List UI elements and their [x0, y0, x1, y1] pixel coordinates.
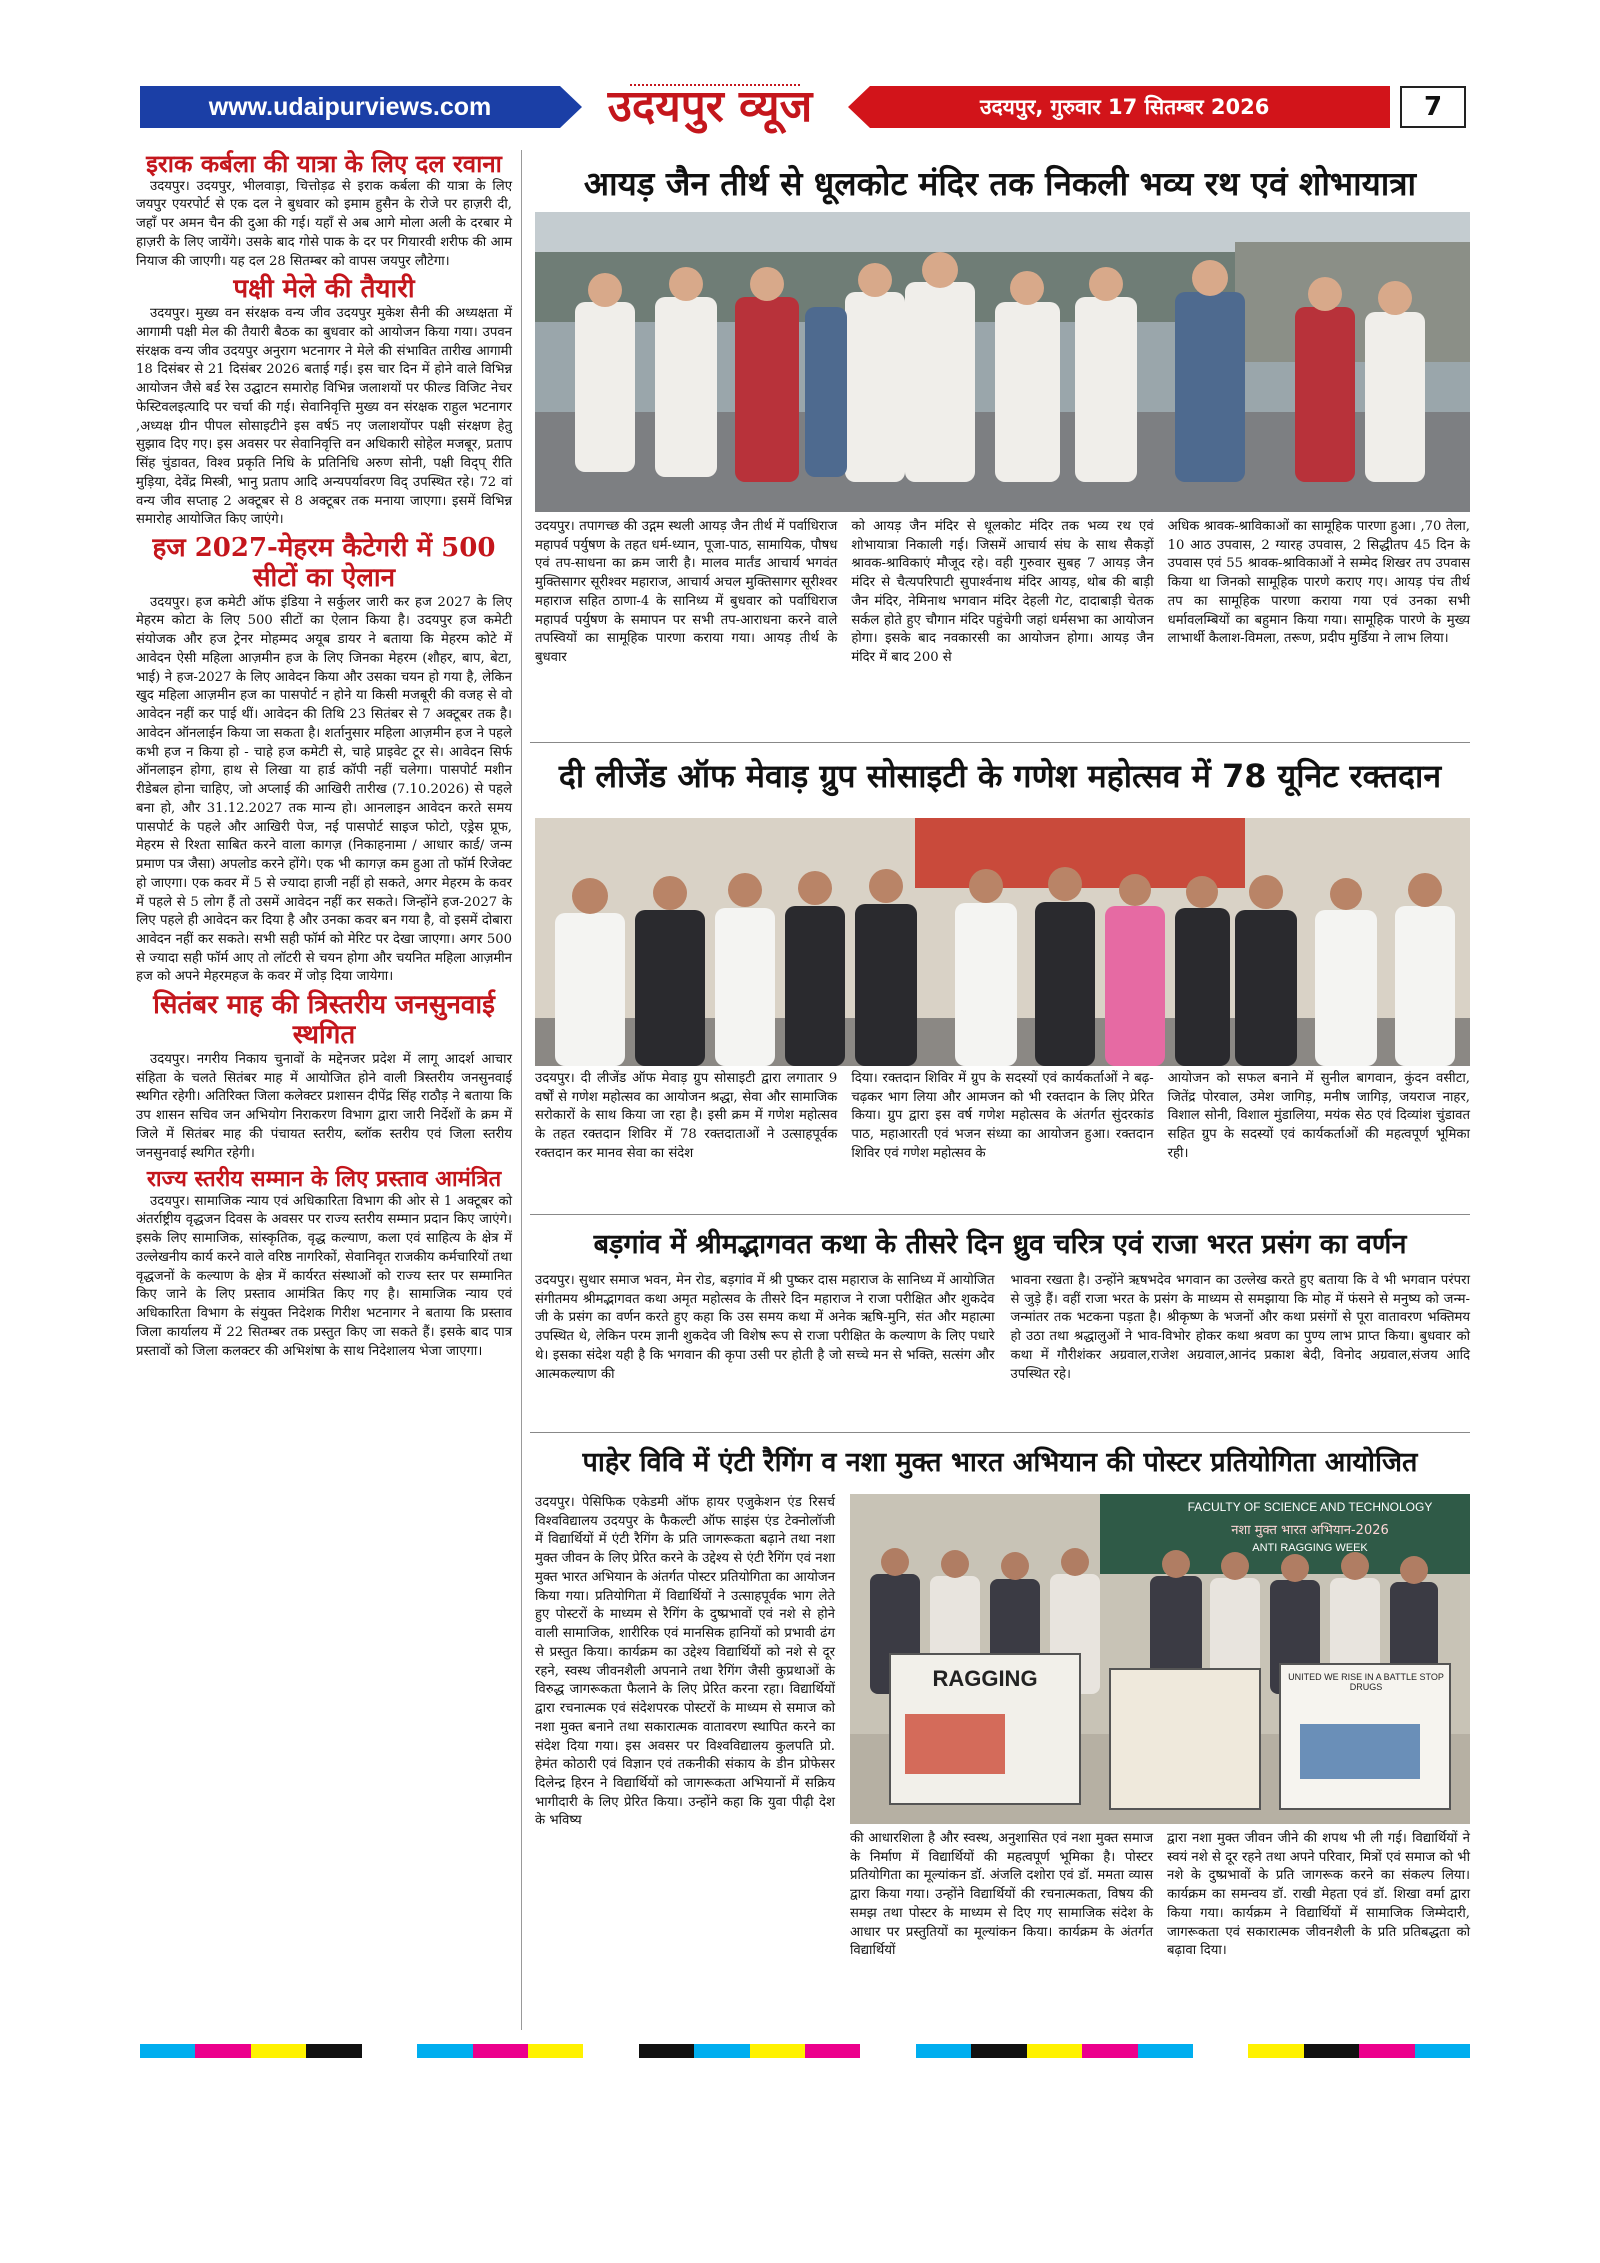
story3-headline: बड़गांव में श्रीमद्भागवत कथा के तीसरे दिन ध्रुव चरित्र एवं राजा भरत प्रसंग का वर्णन: [593, 1229, 1407, 1260]
divider-rule: [530, 1432, 1470, 1433]
article-hearing-body: उदयपुर। नगरीय निकाय चुनावों के मद्देनजर प्रदेश में लागू आदर्श आचार संहिता के चलते सितंबर माह में आयोजित होने वाली त्रिस्तरीय जनसुनवाई स्थगित रहेगी। अतिरिक्त जिला कलेक्टर प्रशासन दीपेंद्र सिंह राठौड़ ने बताया कि उप शासन सचिव जन अभियोग निराकरण विभाग द्वारा जारी निर्देशों के क्रम में जिले में सितंबर माह की पंचायत स्तरीय, ब्लॉक स्तरीय एवं जिला स्तरीय जनसुनवाई स्थगित रहेगी।: [136, 1051, 512, 1161]
article-bird-fair-title: पक्षी मेले की तैयारी: [233, 274, 415, 305]
story1-col1: उदयपुर। तपागच्छ की उद्गम स्थली आयड़ जैन तीर्थ में पर्वाधिराज महापर्व पर्युषण के तहत धर्म-ध्यान, पूजा-पाठ, सामायिक, पौषध एवं तप-साधना का क्रम जारी है। मालव मार्तंड आचार्य भगवंत मुक्तिसागर सूरीश्वर महाराज, आचार्य अचल मुक्तिसागर सूरीश्वर महाराज सहित ठाणा-4 के सानिध्य में बुधवार को पर्वाधिराज महापर्व पर्युषण के समापन पर सभी तप-आराधना करने वाले तपस्वियों का सामूहिक पारणा कराया गया। आयड़ तीर्थ के बुधवार: [535, 519, 838, 666]
story3-body: [535, 1272, 1470, 1384]
column-divider: [521, 150, 522, 2030]
date-line: उदयपुर, गुरुवार 17 सितम्बर 2026: [870, 86, 1390, 128]
website-url[interactable]: www.udaipurviews.com: [140, 86, 560, 128]
article-iraq-title: इराक कर्बला की यात्रा के लिए दल रवाना: [146, 149, 502, 178]
left-column: [136, 150, 512, 2030]
story4-col2: की आधारशिला है और स्वस्थ, अनुशासित एवं नशा मुक्त समाज के निर्माण में विद्यार्थियों की महत्वपूर्ण भूमिका है। पोस्टर प्रतियोगिता का मूल्यांकन डॉ. अंजलि दशोरा एवं डॉ. ममता व्यास द्वारा किया गया। उन्होंने विद्यार्थियों की रचनात्मकता, विषय की समझ तथा पोस्टर के माध्यम से दिए गए सामाजिक संदेश के आधार पर प्रस्तुतियों का मूल्यांकन किया। कार्यक्रम के अंतर्गत विद्यार्थियों: [850, 1831, 1153, 1959]
story4-photo: [850, 1494, 1470, 1824]
article-hearing-title: सितंबर माह की त्रिस्तरीय जनसुनवाई स्थगित: [153, 990, 495, 1051]
article-haj-title: हज 2027-मेहरम कैटेगरी में 500 सीटों का ऐलान: [152, 532, 496, 593]
story3-col1: उदयपुर। सुथार समाज भवन, मेन रोड, बड़गांव में श्री पुष्कर दास महाराज के सानिध्य में आयोजित संगीतमय श्रीमद्भागवत कथा अमृत महोत्सव के तीसरे दिन महाराज ने राजा परीक्षित और शुकदेव जी के प्रसंग का वर्णन करते हुए कहा कि उस समय कथा में अनेक ऋषि-मुनि, संत और महात्मा उपस्थित थे, लेकिन परम ज्ञानी शुकदेव जी विशेष रूप से राजा परीक्षित के कल्याण के लिए पधारे थे। इसका संदेश यही है कि भगवान की कृपा उसी पर होती है जो सच्चे मन से भक्ति, सत्संग और आत्मकल्याण की: [535, 1273, 995, 1382]
story2-photo: [535, 818, 1470, 1066]
story4-intro: उदयपुर। पेसिफिक एकेडमी ऑफ हायर एजुकेशन एंड रिसर्च विश्वविद्यालय उदयपुर के फैकल्टी ऑफ साइंस एंड टेक्नोलॉजी में विद्यार्थियों में एंटी रैगिंग के प्रति जागरूकता बढ़ाने तथा नशा मुक्त जीवन के लिए प्रेरित करने के उद्देश्य से एंटी रैगिंग एवं नशा मुक्त भारत अभियान के अंतर्गत पोस्टर प्रतियोगिता का आयोजन किया गया। प्रतियोगिता में विद्यार्थियों ने उत्साहपूर्वक भाग लेते हुए पोस्टरों के माध्यम से रैगिंग के दुष्प्रभावों एवं नशे से होने वाली सामाजिक, शारीरिक एवं मानसिक हानियों को प्रभावी ढंग से प्रस्तुत किया। कार्यक्रम का उद्देश्य विद्यार्थियों को नशे से दूर रहने, स्वस्थ जीवनशैली अपनाने तथा रैगिंग जैसी कुप्रथाओं के विरुद्ध जागरूकता फैलाने के लिए प्रेरित करना रहा। विद्यार्थियों द्वारा रचनात्मक एवं संदेशपरक पोस्टरों के माध्यम से समाज को नशा मुक्त बनाने तथा सकारात्मक वातावरण स्थापित करने का संदेश दिया गया। इस अवसर पर विश्वविद्यालय कुलपति प्रो. हेमंत कोठारी एवं विज्ञान एवं तकनीकी संकाय के डीन प्रोफेसर दिलेन्द्र हिरन ने विद्यार्थियों को जागरूकता अभियानों में सक्रिय भागीदारी के लिए प्रेरित किया। उन्होंने कहा कि युवा पीढ़ी देश के भविष्य: [535, 1495, 835, 1829]
story2-headline: दी लीजेंड ऑफ मेवाड़ ग्रुप सोसाइटी के गणेश महोत्सव में 78 यूनिट रक्तदान: [558, 757, 1442, 795]
story1-photo: [535, 212, 1470, 512]
article-award-title: राज्य स्तरीय सम्मान के लिए प्रस्ताव आमंत्रित: [146, 1166, 502, 1193]
procession-photo-illustration: [535, 212, 1470, 512]
page-number: 7: [1400, 86, 1466, 128]
story4-col3: द्वारा नशा मुक्त जीवन जीने की शपथ भी ली गई। विद्यार्थियों ने स्वयं नशे से दूर रहने तथा अपने परिवार, मित्रों एवं समाज को भी नशे के दुष्प्रभावों के प्रति जागरूक करने का संकल्प लिया। कार्यक्रम का समन्वय डॉ. राखी मेहता एवं डॉ. शिखा वर्मा द्वारा किया गया। कार्यक्रम ने विद्यार्थियों में सामाजिक जिम्मेदारी, जागरूकता एवं सकारात्मक जीवनशैली के प्रति प्रतिबद्धता को बढ़ावा दिया।: [1167, 1831, 1470, 1959]
story1-headline: आयड़ जैन तीर्थ से धूलकोट मंदिर तक निकली भव्य रथ एवं शोभायात्रा: [583, 164, 1417, 203]
divider-rule: [530, 1214, 1470, 1215]
photo-banner-text: नशा मुक्त भारत अभियान-2026: [1231, 1523, 1389, 1538]
poster2-text: UNITED WE RISE IN A BATTLE STOP DRUGS: [1288, 1672, 1444, 1692]
story3-col2: भावना रखता है। उन्होंने ऋषभदेव भगवान का उल्लेख करते हुए बताया कि वे भी भगवान परंपरा से जुड़े हैं। वहीं राजा भरत के प्रसंग के माध्यम से समझाया कि मोह में फंसने से मनुष्य को जन्म-जन्मांतर तक भटकना पड़ता है। श्रीकृष्ण के भजनों और कथा प्रसंगों से पूरा वातावरण भक्तिमय हो उठा तथा श्रद्धालुओं ने भाव-विभोर होकर कथा श्रवण का पुण्य लाभ प्राप्त किया। बुधवार को कथा में गौरीशंकर अग्रवाल,राजेश अग्रवाल,आनंद प्रकाश बेदी, विनोद अग्रवाल,संजय आदि उपस्थित रहे।: [1010, 1273, 1470, 1382]
article-iraq-body: उदयपुर। उदयपुर, भीलवाड़ा, चित्तोड़ढ से इराक कर्बला की यात्रा के लिए जयपुर एयरपोर्ट से एक दल ने बुधवार को इमाम हुसैन के रोजे पर हाज़री दी, जहाँ पर अमन चैन की दुआ की गई। यहाँ से अब आगे मोला अली के दरबार मे हाज़री के लिए जायेंगे। उसके बाद गोसे पाक के दर पर गियारवी शरीफ की आम नियाज की जाएगी। यह दल 28 सितम्बर को वापस जयपुर लौटेगा।: [136, 178, 512, 269]
story2-col2: दिया। रक्तदान शिविर में ग्रुप के सदस्यों एवं कार्यकर्ताओं ने बढ़-चढ़कर भाग लिया और आमजन को भी रक्तदान के लिए प्रेरित किया। ग्रुप द्वारा इस वर्ष गणेश महोत्सव के अंतर्गत सुंदरकांड पाठ, महाआरती एवं भजन संध्या का आयोजन हुआ। रक्तदान शिविर एवं गणेश महोत्सव के: [851, 1071, 1154, 1161]
story2-col1: उदयपुर। दी लीजेंड ऑफ मेवाड़ ग्रुप सोसाइटी द्वारा लगातार 9 वर्षों से गणेश महोत्सव का आयोजन श्रद्धा, सेवा और सामाजिक सरोकारों के साथ किया जा रहा है। इसी क्रम में गणेश महोत्सव के तहत रक्तदान शिविर में 78 रक्तदाताओं ने उत्साहपूर्वक रक्तदान कर मानव सेवा का संदेश: [535, 1071, 838, 1161]
story2-col3: आयोजन को सफल बनाने में सुनील बागवान, कुंदन वसीटा, जितेंद्र पोरवाल, उमेश जागिड़, मनीष जागिड़, जयराज नाहर, विशाल सोनी, विशाल मुंडालिया, मयंक सेठ एवं दिव्यांश चुंडावत सहित ग्रुप के सदस्यों एवं कार्यकर्ताओं की महत्वपूर्ण भूमिका रही।: [1167, 1071, 1470, 1161]
photo-board-text: FACULTY OF SCIENCE AND TECHNOLOGY: [1187, 1500, 1433, 1514]
photo-banner2-text: ANTI RAGGING WEEK: [1252, 1542, 1368, 1554]
poster1-text: RAGGING: [932, 1666, 1038, 1691]
story4-body: [850, 1830, 1470, 1961]
article-award-body: उदयपुर। सामाजिक न्याय एवं अधिकारिता विभाग की ओर से 1 अक्टूबर को अंतर्राष्ट्रीय वृद्धजन दिवस के अवसर पर राज्य स्तरीय सम्मान प्रदान किए जाएंगे। इसके लिए सामाजिक, सांस्कृतिक, वृद्ध कल्याण, कला एवं साहित्य के क्षेत्र में उल्लेखनीय कार्य करने वाले वरिष्ठ नागरिकों, सेवानिवृत राजकीय कर्मचारियों तथा वृद्धजनों के कल्याण के क्षेत्र में कार्यरत संस्थाओं को राज्य स्तर पर सम्मानित किए जाने के लिए प्रस्ताव आमंत्रित किए गए है। सामाजिक न्याय एवं अधिकारिता विभाग के संयुक्त निदेशक गिरीश भटनागर ने बताया कि प्रस्ताव जिला कार्यालय में 22 सितम्बर तक प्रस्तुत किए जा सकते हैं। इसके बाद पात्र प्रस्तावों को जिला कलक्टर की अभिशंषा के साथ निदेशालय भेजा जाएगा।: [136, 1193, 512, 1359]
article-haj-body: उदयपुर। हज कमेटी ऑफ इंडिया ने सर्कुलर जारी कर हज 2027 के लिए मेहरम कोटा के लिए 500 सीटों का ऐलान किया है। उदयपुर हज कमेटी संयोजक और हज ट्रेनर मोहम्मद अयूब डायर ने बताया कि मेहरम कोटे में आवेदन ऐसी महिला आज़मीन हज के लिए जिनका मेहरम (शौहर, बाप, बेटा, भाई) ने हज-2027 के लिए आवेदन किया और उसका चयन हो गया है, लेकिन खुद महिला आज़मीन हज का पासपोर्ट न होने या किसी मजबूरी की वजह से वो आवेदन नहीं कर पाई थीं। आवेदन की तिथि 23 सितंबर से 7 अक्टूबर तक है। आवेदन ऑनलाईन किया जा सकता है। शर्तानुसार महिला आज़मीन हज ने पहले कभी हज न किया हो - चाहे हज कमेटी से, चाहे प्राइवेट टूर से। आवेदन सिर्फ ऑनलाइन होगा, हाथ से लिखा या हार्ड कॉपी नहीं चलेगा। पासपोर्ट मशीन रीडेबल होना चाहिए, जो अप्लाई की आखिरी तारीख (7.10.2026) से पहले बना हो, और 31.12.2027 तक मान्य हो। आनलाइन आवेदन करते समय पासपोर्ट के पहले और आखिरी पेज, नई पासपोर्ट साइज फोटो, एड्रेस प्रूफ, मेहरम से रिश्ता साबित करने वाला कागज़ (निकाहनामा / आधार कार्ड/ जन्म प्रमाण पत्र जैसा) अपलोड करने होंगे। एक भी कागज़ कम हुआ तो फॉर्म रिजेक्ट हो जाएगा। एक कवर में 5 से ज्यादा हाजी नहीं हो सकते, अगर मेहरम के कवर में पहले से 5 लोग हैं तो उसमें आवेदन नहीं कर सकते। जिन्होंने हज-2027 के लिए पहले ही आवेदन कर दिया है और उनका कवर बन गया है, वो इसमें दोबारा आवेदन नहीं कर सकते। सभी सही फॉर्म को मेरिट पर देखा जाएगा। अगर 500 से ज्यादा सही फॉर्म आए तो लॉटरी से चयन होगा और चयनित महिला आज़मीन हज को अपने मेहरमहज के कवर में जोड़ दिया जायेगा।: [136, 594, 512, 985]
story1-col2: को आयड़ जैन मंदिर से धूलकोट मंदिर तक भव्य रथ एवं शोभायात्रा निकाली गई। जिसमें आचार्य संघ के साथ सैकड़ों श्रावक-श्राविकाएं मौजूद रहे। वही गुरुवार सुबह 7 आयड़ जैन मंदिर से चैत्यपरिपाटी सुपार्श्वनाथ मंदिर आयड़, थोब की बाड़ी जैन मंदिर, नेमिनाथ भगवान मंदिर देहली गेट, दादाबाड़ी चेतक सर्कल होते हुए चौगान मंदिर पहुंचेगी जहां धर्मसभा का आयोजन होगा। इसके बाद नवकारसी का आयोजन होगा। आयड़ जैन मंदिर में बाद 200 से: [851, 519, 1154, 666]
newspaper-logo: उदयपुर व्यूज: [607, 81, 813, 132]
story1-col3: अधिक श्रावक-श्राविकाओं का सामूहिक पारणा हुआ। ,70 तेला, 10 आठ उपवास, 2 ग्यारह उपवास, 2 सिद्धीतप 45 दिन के उपवास एवं 55 श्रावक-श्राविकाओं ने सम्मेद शिखर तप उपवास किया था जिनको सामूहिक पारणे कराए गए। आयड़ पंच तीर्थ तप का सामूहिक पारणा कराया गया एवं उनका सभी धर्मावलम्बियों का बहुमान किया गया। सामूहिक पारणे के मुख्य लाभार्थी कैलाश-विमला, तरूण, प्रदीप मुर्डिया ने लाभ लिया।: [1167, 519, 1470, 647]
story4-headline: पाहेर विवि में एंटी रैगिंग व नशा मुक्त भारत अभियान की पोस्टर प्रतियोगिता आयोजित: [582, 1447, 1418, 1478]
divider-rule: [530, 742, 1470, 743]
story1-body: [535, 518, 1470, 668]
article-bird-fair-body: उदयपुर। मुख्य वन संरक्षक वन्य जीव उदयपुर मुकेश सैनी की अध्यक्षता में आगामी पक्षी मेल की तैयारी बैठक का बुधवार को आयोजन किया गया। उपवन संरक्षक वन्य जीव उदयपुर अनुराग भटनागर ने मेले की संभावित तारीख आगामी 18 दिसंबर से 21 दिसंबर 2026 बताई गई। इस चार दिन में होने वाले विभिन्न आयोजन जैसे बर्ड रेस उद्घाटन समारोह विभिन्न जलाशयों पर फील्ड विजिट नेचर फेस्टिवलइत्यादि पर चर्चा की गई। सेवानिवृत्ति मुख्य वन संरक्षक राहुल भटनागर ,अध्यक्ष ग्रीन पीपल सोसाइटीने इस वर्ष5 नए जलाशयोंपर पक्षी संरक्षण हेतु सुझाव दिए गए। इस अवसर पर सेवानिवृत्ति वन अधिकारी सोहेल मजबूर, प्रताप सिंह चुंडावत, विश्व प्रकृति निधि के प्रतिनिधि अरुण सोनी, पक्षी विद्प् रीति मुड़िया, देवेंद्र मिस्त्री, भानु प्रताप आदि अन्यपर्यावरण विद् उपस्थित रहे। 72 वां वन्य जीव सप्ताह 2 अक्टूबर से 8 अक्टूबर तक मनाया जाएगा। इसमें विभिन्न समारोह आयोजित किए जाएंगे।: [136, 306, 512, 528]
print-color-bar: [140, 2044, 1470, 2058]
blood-donation-photo-illustration: [535, 818, 1470, 1066]
story2-body: [535, 1070, 1470, 1164]
